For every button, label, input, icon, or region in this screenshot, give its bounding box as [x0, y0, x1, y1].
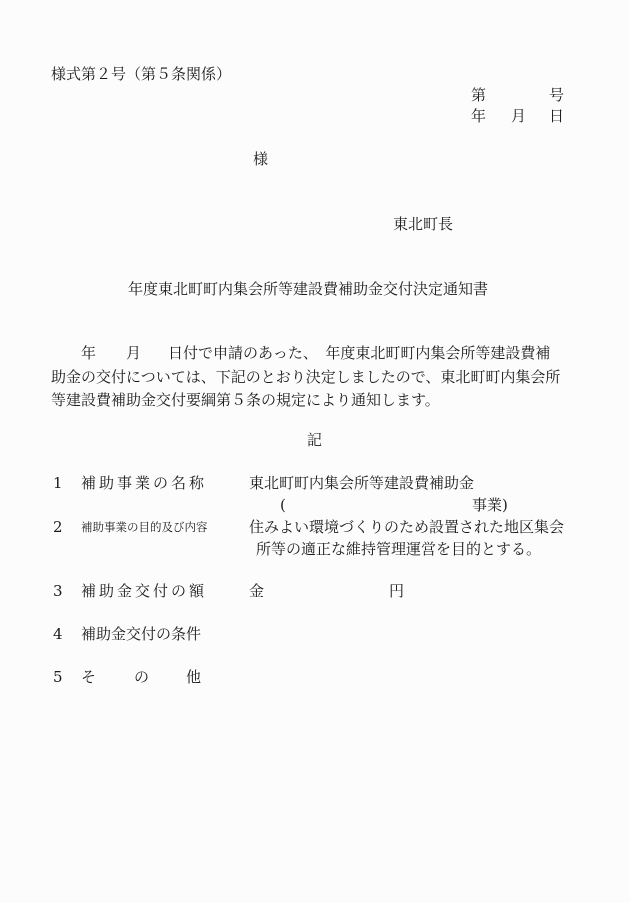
- body-line-2: 助金の交付については、下記のとおり決定しましたので、東北町町内集会所: [51, 368, 561, 386]
- recipient-honorific: 様: [253, 150, 269, 168]
- body-month: 月: [126, 344, 142, 362]
- item-1-paren-open: (: [280, 496, 286, 514]
- doc-number-dai: 第: [471, 86, 487, 104]
- item-5-number: 5: [53, 668, 63, 686]
- date-month: 月: [511, 107, 527, 125]
- body-line-3: 等建設費補助金交付要綱第５条の規定により通知します。: [51, 391, 440, 409]
- item-1-number: 1: [53, 474, 63, 492]
- date-year: 年: [471, 107, 487, 125]
- document-title: 年度東北町町内集会所等建設費補助金交付決定通知書: [128, 280, 489, 298]
- item-3-number: 3: [53, 582, 63, 600]
- item-3-kin: 金: [249, 582, 265, 600]
- item-5-label-so: そ: [81, 668, 97, 686]
- doc-number-go: 号: [549, 86, 565, 104]
- item-1-value: 東北町町内集会所等建設費補助金: [249, 474, 475, 492]
- date-day: 日: [549, 107, 565, 125]
- item-2-label: 補助事業の目的及び内容: [81, 520, 208, 534]
- item-5-label-no: の: [134, 668, 150, 686]
- item-4-label: 補助金交付の条件: [81, 625, 202, 643]
- form-label: 様式第２号（第５条関係）: [51, 65, 232, 83]
- body-year: 年: [81, 344, 97, 362]
- item-4-number: 4: [53, 625, 63, 643]
- sender-name: 東北町長: [393, 215, 454, 233]
- item-3-en: 円: [389, 582, 405, 600]
- item-1-label: 補助事業の名称: [81, 474, 208, 492]
- item-2-value-line-1: 住みよい環境づくりのため設置された地区集会: [249, 518, 565, 536]
- body-line-1: 日付で申請のあった、 年度東北町町内集会所等建設費補: [168, 344, 551, 362]
- item-2-value-line-2: 所等の適正な維持管理運営を目的とする。: [256, 540, 542, 558]
- item-3-label: 補助金交付の額: [81, 582, 208, 600]
- item-5-label-ta: 他: [186, 668, 202, 686]
- item-1-paren-close: 事業): [472, 496, 508, 514]
- item-2-number: 2: [53, 518, 63, 536]
- ki-heading: 記: [307, 431, 323, 449]
